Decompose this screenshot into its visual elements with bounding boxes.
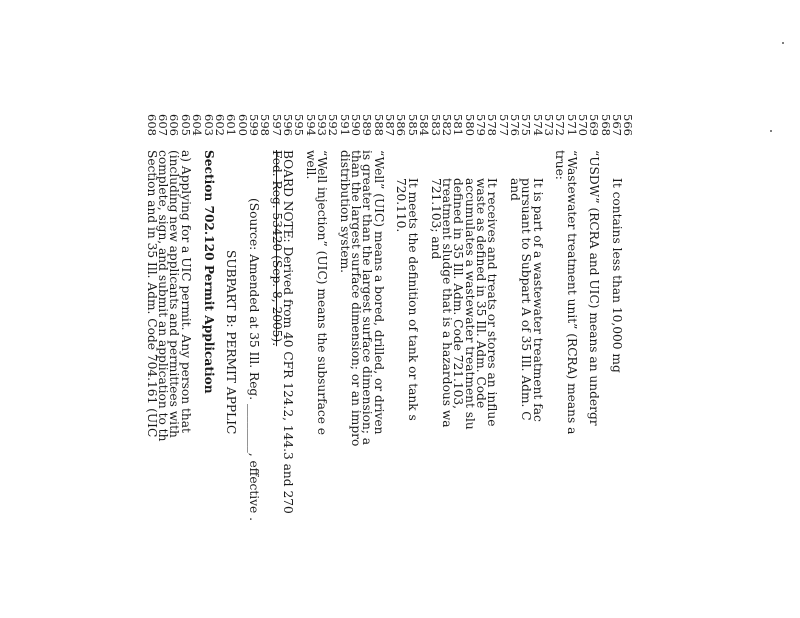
line-number: 573 [542, 114, 557, 136]
document-line [428, 0, 443, 618]
line-number: 602 [212, 114, 227, 136]
document-line [530, 0, 545, 618]
document-line [394, 0, 409, 618]
document-line [509, 0, 520, 618]
line-number: 601 [224, 114, 239, 136]
line-text: defined in 35 Ill. Adm. Code 721.103, [451, 178, 466, 409]
scan-speck [782, 42, 784, 44]
document-line [553, 0, 568, 618]
line-number: 594 [303, 114, 318, 136]
line-text: (Source: Amended at 35 Ill. Reg. ________, effective . [246, 198, 261, 522]
line-number: 568 [598, 114, 613, 136]
line-number: 567 [610, 114, 625, 136]
line-text: Fed. Reg. 53420 (Sep. 8, 2005). [269, 150, 284, 347]
line-text: It is part of a wastewater treatment fac [530, 178, 545, 422]
line-number: 580 [462, 114, 477, 136]
line-text: Section and in 35 Ill. Adm. Code 704.161 (UIC [144, 150, 159, 438]
line-number: 593 [315, 114, 330, 136]
line-number: 566 [621, 114, 636, 136]
document-line [269, 0, 284, 618]
document-line [610, 0, 625, 618]
line-number: 574 [530, 114, 545, 136]
line-number: 579 [473, 114, 488, 136]
line-number: 606 [167, 114, 182, 136]
line-number: 576 [508, 114, 522, 136]
line-number: 608 [144, 114, 159, 136]
document-line [349, 0, 364, 618]
line-text: distribution system. [337, 150, 352, 274]
line-text: treatment sludge that is a hazardous wa [439, 178, 454, 428]
line-text: pursuant to Subpart A of 35 Ill. Adm. C [519, 178, 534, 421]
document-line [371, 0, 386, 618]
scan-speck [770, 130, 772, 132]
line-text: BOARD NOTE: Derived from 40 CFR 124.2, 144.3 and 270 [281, 150, 295, 514]
line-number: 595 [292, 114, 307, 136]
document-line [224, 0, 239, 618]
document-line [337, 0, 352, 618]
line-number: 600 [235, 114, 250, 136]
line-number: 572 [553, 114, 568, 136]
line-number: 591 [337, 114, 352, 136]
line-number: 599 [246, 114, 261, 136]
document-line [303, 0, 318, 618]
line-number: 587 [383, 114, 398, 136]
line-text: 721.103; and [428, 178, 443, 260]
line-number: 590 [349, 114, 364, 136]
line-text: It contains less than 10,000 mg [610, 178, 625, 373]
line-number: 597 [269, 114, 284, 136]
line-number: 603 [201, 114, 216, 136]
line-number: 604 [190, 114, 205, 136]
line-number: 583 [428, 114, 443, 136]
line-text: “USDW” (RCRA and UIC) means an undergr [587, 150, 602, 426]
line-text: “Well injection” (UIC) means the subsurface e [315, 150, 330, 436]
line-number: 598 [258, 114, 273, 136]
line-text: accumulates a wastewater treatment slu [462, 178, 477, 430]
document-line [441, 0, 452, 618]
line-text: 720.110. [394, 178, 409, 233]
line-text: It meets the definition of tank or tank s [405, 178, 420, 421]
line-number: 570 [576, 114, 591, 136]
line-text: “Wastewater treatment unit” (RCRA) means a [564, 150, 579, 435]
line-number: 575 [519, 114, 534, 136]
line-text: waste as defined in 35 Ill. Adm. Code [473, 178, 488, 409]
document-line [201, 0, 216, 618]
line-number: 586 [394, 114, 409, 136]
document-line [144, 0, 159, 618]
line-number: 588 [371, 114, 386, 136]
line-text: and [508, 178, 522, 201]
line-text: SUBPART B: PERMIT APPLIC [224, 250, 239, 435]
line-text: well. [303, 150, 318, 180]
line-text: Section 702.120 Permit Application [201, 150, 216, 394]
line-text: “Well” (UIC) means a bored, drilled, or driven [371, 150, 386, 435]
document-line [405, 0, 420, 618]
line-text: true: [553, 150, 568, 180]
document-line [519, 0, 534, 618]
line-number: 596 [281, 114, 295, 136]
document-line [564, 0, 579, 618]
line-number: 592 [326, 114, 341, 136]
document-line [315, 0, 330, 618]
line-number: 577 [496, 114, 511, 136]
line-text: (including new applicants and permittees with [167, 150, 182, 438]
line-number: 571 [564, 114, 579, 136]
line-text: It receives and treats or stores an influe [485, 178, 500, 427]
line-text: a) Applying for a UIC permit. Any person that [178, 150, 193, 433]
line-number: 605 [178, 114, 193, 136]
line-number: 585 [405, 114, 420, 136]
document-line [178, 0, 193, 618]
line-number: 589 [360, 114, 375, 136]
line-number: 582 [439, 114, 454, 136]
line-text: than the largest surface dimension; or an impro [349, 150, 364, 447]
line-text: complete, sign, and submit an application to th [156, 150, 171, 442]
line-text: is greater than the largest surface dimension; a [360, 150, 375, 446]
line-number: 581 [451, 114, 466, 136]
document-line [587, 0, 602, 618]
line-number: 569 [587, 114, 602, 136]
line-number: 584 [417, 114, 432, 136]
line-number: 607 [156, 114, 171, 136]
line-number: 578 [485, 114, 500, 136]
document-line [598, 0, 613, 618]
document-line [248, 0, 259, 618]
